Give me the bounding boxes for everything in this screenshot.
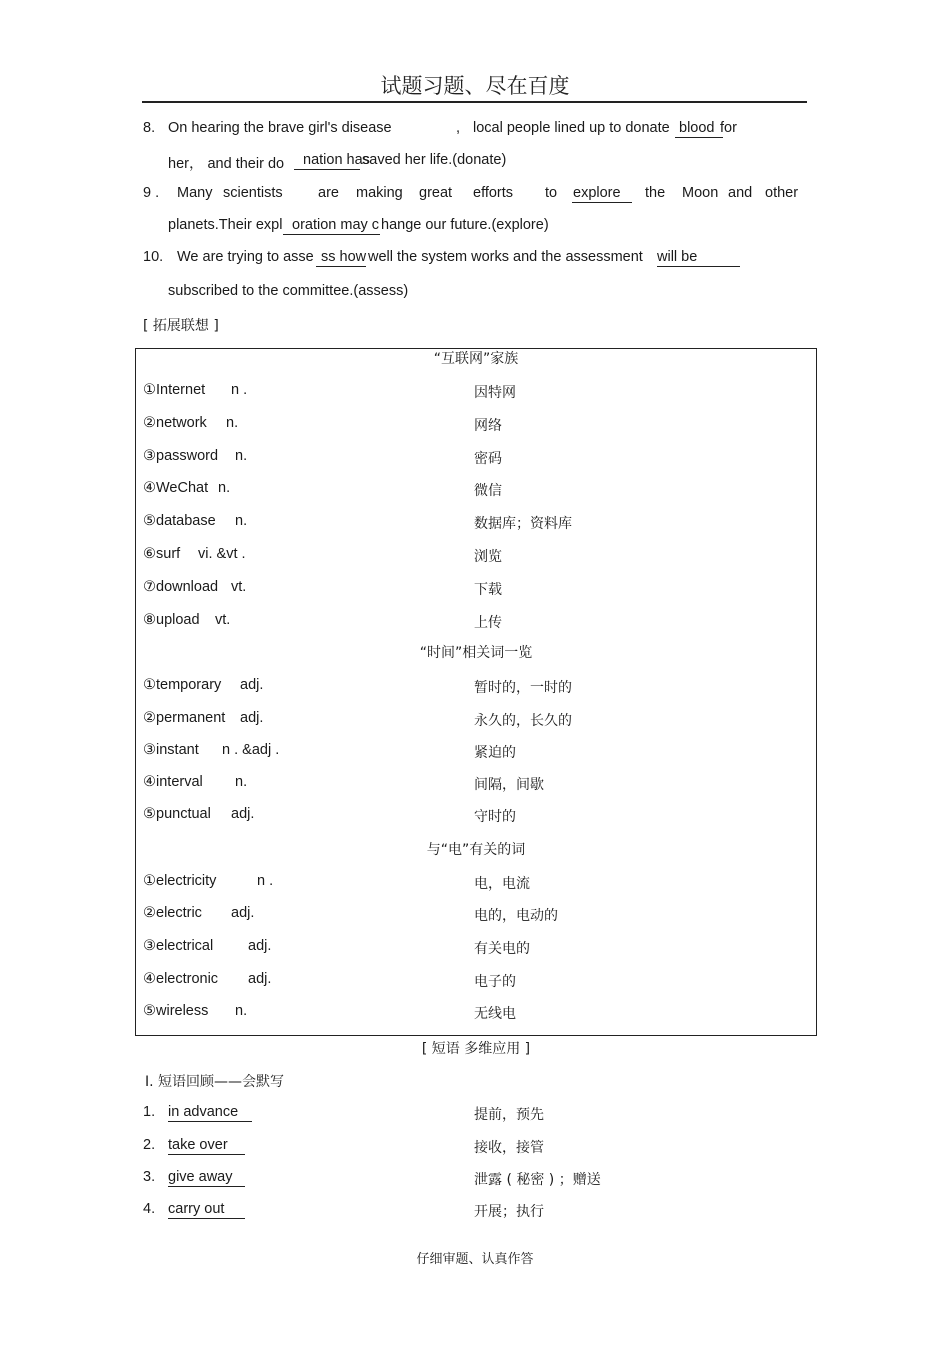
phrase-number: 2.	[143, 1137, 156, 1153]
vocab-pos: n.	[218, 480, 231, 496]
vocab-meaning: 电，电流	[474, 876, 530, 892]
vocab-pos: vt.	[215, 612, 231, 628]
vocab-word: ④WeChat	[143, 480, 209, 496]
vocab-word: ③electrical	[143, 938, 214, 954]
q8-blank-underline-1	[675, 137, 723, 138]
q9-line2-b: hange our future.(explore)	[381, 217, 549, 233]
q9-word: efforts	[473, 185, 514, 201]
group-title-electricity: 与“电”有关的词	[426, 842, 526, 858]
group-title-time: “时间”相关词一览	[419, 645, 533, 661]
vocab-meaning: 间隔，间歇	[474, 777, 544, 793]
q9-word: Many	[177, 185, 213, 201]
vocab-word: ②electric	[143, 905, 202, 921]
vocab-word: ⑤database	[143, 513, 216, 529]
phrase-underline	[168, 1121, 252, 1122]
q9-word: other	[765, 185, 799, 201]
vocab-pos: n .	[257, 873, 274, 889]
vocab-word: ④electronic	[143, 971, 219, 987]
phrase-number: 4.	[143, 1201, 156, 1217]
q8-line2-b: saved her life.(donate)	[362, 152, 507, 168]
q9-answer-oration-may: oration may c	[292, 217, 380, 233]
q9-word: are	[318, 185, 339, 201]
q9-word: Moon	[682, 185, 719, 201]
phrases-subtitle: Ⅰ. 短语回顾——会默写	[145, 1074, 285, 1090]
vocab-meaning: 因特网	[474, 385, 516, 401]
q8-answer-blood: blood	[679, 120, 715, 136]
phrase-underline	[168, 1154, 245, 1155]
vocab-word: ②permanent	[143, 710, 226, 726]
vocab-meaning: 密码	[474, 451, 502, 467]
vocab-meaning: 数据库；资料库	[474, 516, 572, 532]
q10-answer-will-be: will be	[657, 249, 698, 265]
vocab-pos: adj.	[248, 938, 272, 954]
phrase-underline	[168, 1186, 245, 1187]
q10-blank-underline-2	[657, 266, 740, 267]
vocab-pos: adj.	[231, 806, 255, 822]
vocab-pos: n.	[235, 513, 248, 529]
q9-word: scientists	[223, 185, 283, 201]
vocab-meaning: 浏览	[474, 549, 502, 565]
vocab-word: ⑧upload	[143, 612, 200, 628]
q10-number: 10.	[143, 249, 164, 265]
vocab-meaning: 守时的	[474, 809, 516, 825]
group-title-internet: “互联网”家族	[433, 351, 519, 367]
q9-word: great	[419, 185, 453, 201]
header-divider	[142, 101, 807, 103]
vocab-pos: adj.	[231, 905, 255, 921]
q8-text-part3: for	[720, 120, 737, 136]
phrases-section-title: [ 短语 多维应用 ]	[421, 1041, 531, 1057]
phrase-meaning: 提前，预先	[474, 1107, 544, 1123]
phrase-answer: carry out	[168, 1201, 225, 1217]
phrase-meaning: 泄露 ( 秘密 ) ；赠送	[474, 1172, 601, 1188]
q9-line2-a: planets.Their expl	[168, 217, 283, 233]
vocab-pos: n.	[235, 448, 248, 464]
vocab-word: ①Internet	[143, 382, 206, 398]
q9-number: 9 .	[143, 185, 160, 201]
vocab-word: ③instant	[143, 742, 199, 758]
vocab-meaning: 有关电的	[474, 941, 530, 957]
q9-word: to	[545, 185, 558, 201]
vocab-pos: n.	[226, 415, 239, 431]
vocab-word: ②network	[143, 415, 207, 431]
q8-text-part2: local people lined up to donate	[473, 120, 670, 136]
vocab-pos: n .	[231, 382, 248, 398]
q10-blank-underline-1	[316, 266, 366, 267]
vocab-meaning: 紧迫的	[474, 745, 516, 761]
vocab-meaning: 微信	[474, 483, 502, 499]
page-header-title: 试题习题、尽在百度	[380, 74, 570, 98]
vocab-word: ⑤wireless	[143, 1003, 209, 1019]
q9-answer-explore: explore	[573, 185, 621, 201]
vocab-meaning: 永久的，长久的	[474, 713, 572, 729]
q9-blank-underline-1	[572, 202, 632, 203]
q9-word: making	[356, 185, 403, 201]
vocab-pos: n.	[235, 774, 248, 790]
vocab-word: ⑤punctual	[143, 806, 211, 822]
vocab-pos: adj.	[248, 971, 272, 987]
vocab-pos: n . &adj .	[222, 742, 280, 758]
q10-line2: subscribed to the committee.(assess)	[168, 283, 409, 299]
vocab-meaning: 无线电	[474, 1006, 516, 1022]
phrase-meaning: 开展；执行	[474, 1204, 544, 1220]
vocab-meaning: 网络	[474, 418, 502, 434]
q9-blank-underline-2	[283, 234, 380, 235]
q8-line2-a: her， and their do	[168, 156, 285, 172]
phrase-answer: in advance	[168, 1104, 239, 1120]
q10-text-part1: We are trying to asse	[177, 249, 314, 265]
q9-word: the	[645, 185, 666, 201]
q8-comma: ,	[456, 120, 461, 136]
vocab-meaning: 上传	[474, 615, 502, 631]
vocab-meaning: 暂时的，一时的	[474, 680, 572, 696]
vocab-word: ④interval	[143, 774, 203, 790]
vocab-word: ①electricity	[143, 873, 217, 889]
vocab-pos: n.	[235, 1003, 248, 1019]
vocab-meaning: 电的，电动的	[474, 908, 558, 924]
phrase-answer: take over	[168, 1137, 228, 1153]
q8-text-part1: On hearing the brave girl's disease	[168, 120, 392, 136]
vocab-word: ①temporary	[143, 677, 222, 693]
phrase-meaning: 接收，接管	[474, 1140, 544, 1156]
q8-answer-nation-has: nation has	[303, 152, 370, 168]
q10-answer-ss-how: ss how	[321, 249, 367, 265]
vocab-meaning: 电子的	[474, 974, 516, 990]
phrase-answer: give away	[168, 1169, 233, 1185]
vocab-pos: vt.	[231, 579, 247, 595]
q10-text-part2: well the system works and the assessment	[368, 249, 643, 265]
page-footer: 仔细审题、认真作答	[416, 1252, 534, 1267]
vocab-word: ⑦download	[143, 579, 219, 595]
vocab-word: ⑥surf	[143, 546, 181, 562]
q8-number: 8.	[143, 120, 156, 136]
vocab-pos: adj.	[240, 710, 264, 726]
q9-word: and	[728, 185, 753, 201]
phrase-underline	[168, 1218, 245, 1219]
vocab-meaning: 下载	[474, 582, 502, 598]
phrase-number: 1.	[143, 1104, 156, 1120]
expand-section-label: [ 拓展联想 ]	[143, 318, 219, 334]
q8-blank-underline-2	[294, 169, 360, 170]
vocab-pos: vi. &vt .	[198, 546, 246, 562]
vocab-pos: adj.	[240, 677, 264, 693]
vocab-word: ③password	[143, 448, 219, 464]
phrase-number: 3.	[143, 1169, 156, 1185]
